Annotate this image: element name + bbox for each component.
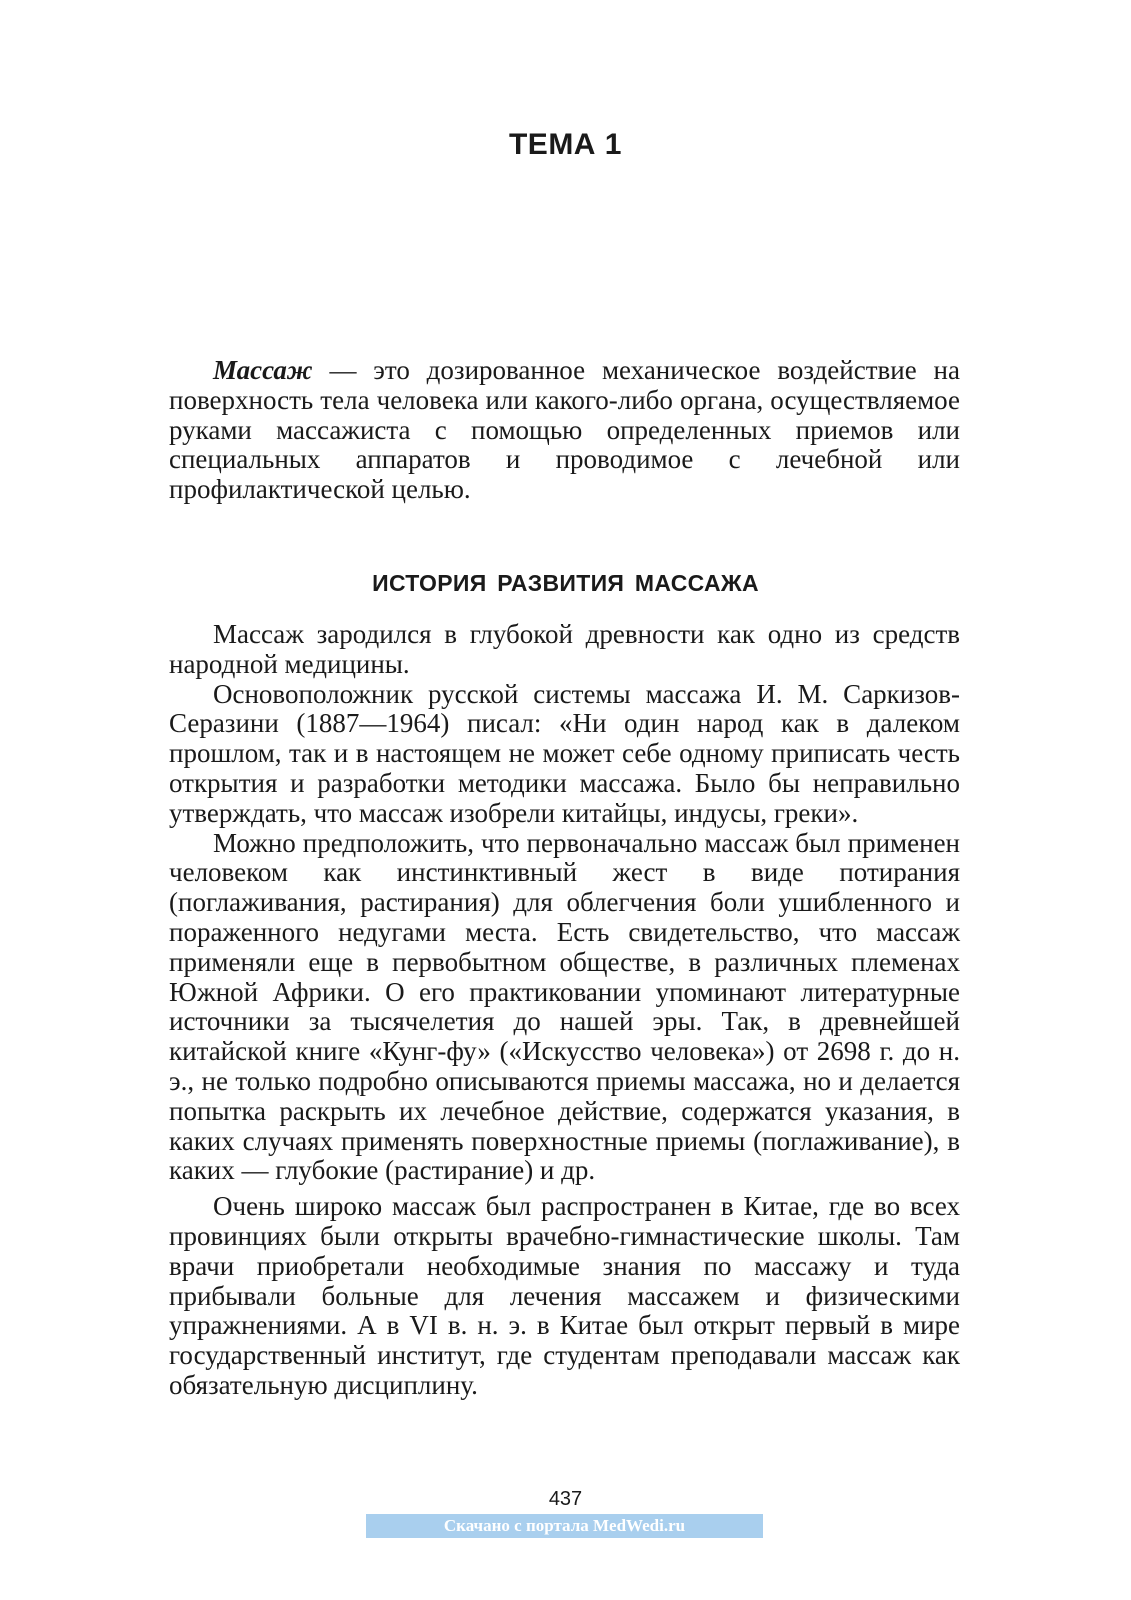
body-paragraph: Очень широко массаж был распространен в Китае, где во всех провинциях были открыты врачебно-гимнастические школы. Там врачи приобретали необходимые знания по массажу и туда прибывали больные для лечения массажем и физическими упражнениями. А в VI в. н. э. в Китае был открыт первый в мире государственный институт, где студентам преподавали массаж как обязательную дисциплину. bbox=[169, 1191, 960, 1400]
definition-block bbox=[169, 356, 960, 505]
definition-text: — это дозированное механическое воздействие на поверхность тела человека или какого-либо органа, осуществляемое руками массажиста с помощью определенных приемов или специальных аппаратов и проводимое с лечебной или профилактической целью. bbox=[169, 355, 960, 505]
body-paragraph: Массаж зародился в глубокой древности как одно из средств народной медицины. bbox=[169, 619, 960, 679]
definition-paragraph bbox=[169, 356, 960, 505]
definition-term: Массаж bbox=[213, 355, 313, 385]
body-paragraph: Можно предположить, что первоначально массаж был применен человеком как инстинктивный жест в виде потирания (поглаживания, растирания) для облегчения боли ушибленного и пораженного недугами места. Есть свидетельство, что массаж применяли еще в первобытном обществе, в различных племенах Южной Африки. О его практиковании упоминают литературные источники за тысячелетия до нашей эры. Так, в древнейшей китайской книге «Кунг-фу» («Искусство человека») от 2698 г. до н. э., не только подробно описываются приемы массажа, но и делается попытка раскрыть их лечебное действие, содержатся указания, в каких случаях применять поверхностные приемы (поглаживание), в каких — глубокие (растирание) и др. bbox=[169, 827, 960, 1186]
page-number: 437 bbox=[548, 1488, 583, 1510]
chapter-title: ТЕМА 1 bbox=[508, 128, 622, 161]
section-heading: ИСТОРИЯ РАЗВИТИЯ МАССАЖА bbox=[372, 570, 759, 596]
body-paragraph: Основоположник русской системы массажа И. М. Саркизов-Серазини (1887—1964) писал: «Ни один народ как в далеком прошлом, так и в настоящем не может себе одному приписать честь открытия и разработки методики массажа. Было бы неправильно утверждать, что массаж изобрели китайцы, индусы, греки». bbox=[169, 678, 960, 828]
watermark-banner[interactable]: Скачано с портала MedWedi.ru bbox=[366, 1514, 763, 1538]
section-body bbox=[169, 620, 960, 1401]
